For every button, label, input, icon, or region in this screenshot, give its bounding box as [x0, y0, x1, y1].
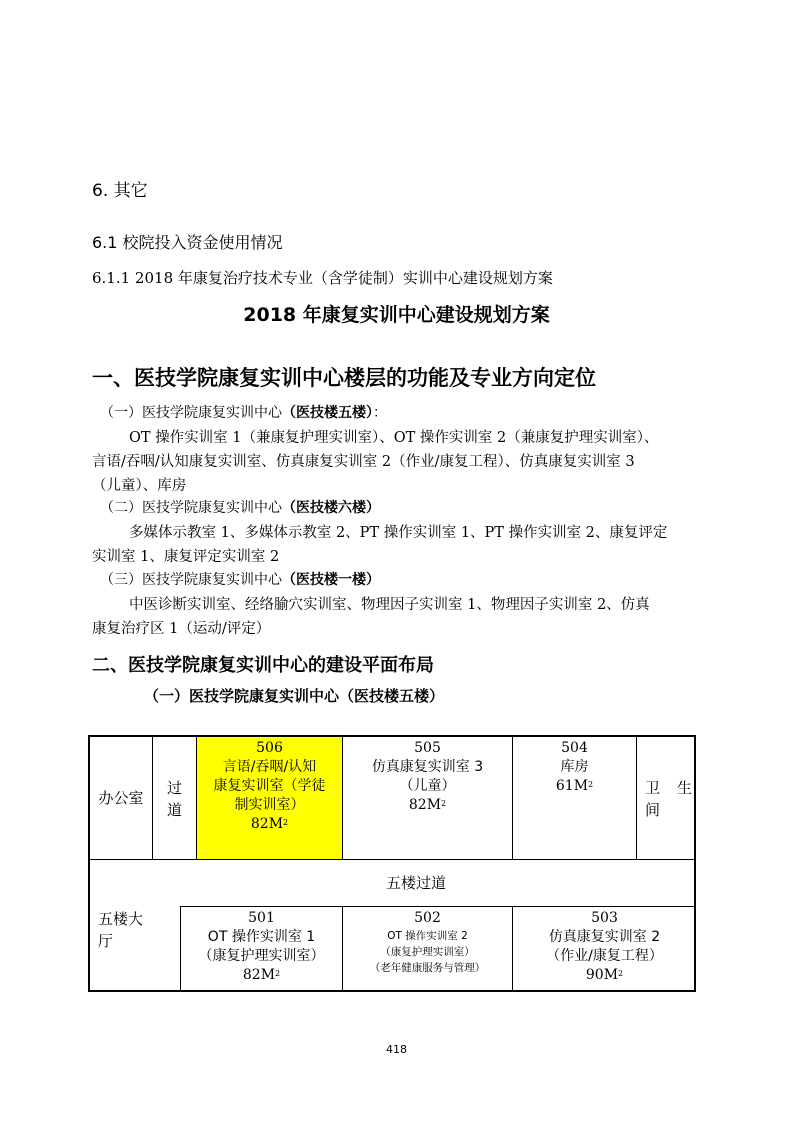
part1-item2-label [100, 497, 380, 517]
corridor-v-char: 道 [166, 801, 182, 819]
room-506-area [197, 815, 342, 834]
item3-label-text: （三）医技学院康复实训中心 [100, 572, 282, 588]
part1-heading: 一、医技学院康复实训中心楼层的功能及专业方向定位 [92, 366, 596, 390]
room-505-area [343, 796, 512, 815]
room-505-area-value: 82M [408, 797, 442, 813]
room-503-area-value: 90M [585, 967, 619, 983]
room-501-line: OT 操作实训室 1 [207, 929, 316, 945]
office-label: 办公室 [98, 788, 144, 807]
sq-superscript: 2 [618, 969, 624, 978]
room-502-line: OT 操作实训室 2 [387, 930, 468, 942]
sq-superscript: 2 [588, 780, 594, 789]
item1-line: 言语/吞咽/认知康复实训室、仿真康复实训室 2（作业/康复工程）、仿真康复实训室 3 [92, 454, 635, 470]
room-502-number: 502 [414, 910, 441, 926]
toilet-cell [636, 737, 696, 859]
item1-line: （儿童）、库房 [92, 478, 187, 494]
room-501-number: 501 [248, 910, 275, 926]
room-503-area [513, 966, 696, 985]
room-503-line: （作业/康复工程） [546, 948, 663, 964]
room-506-area-value: 82M [250, 816, 284, 832]
item1-label-text: （一）医技学院康复实训中心 [100, 405, 282, 421]
item1-label-bold: （医技楼五楼） [282, 405, 373, 421]
room-504-number: 504 [561, 740, 588, 756]
part1-item2-body [92, 521, 667, 569]
corridor-v-char: 过 [166, 779, 182, 797]
toilet-char: 卫 [645, 779, 661, 797]
part2-heading: 二、医技学院康复实训中心的建设平面布局 [92, 655, 434, 676]
part1-item1-body [92, 426, 659, 498]
toilet-char: 生 [677, 779, 693, 797]
hall-line: 五楼大 [98, 910, 144, 928]
room-505 [342, 737, 512, 859]
item1-label-tail: ： [373, 405, 387, 421]
sq-superscript: 2 [441, 799, 447, 808]
room-501 [180, 906, 342, 992]
room-506-number: 506 [256, 740, 283, 756]
item3-line: 中医诊断实训室、经络腧穴实训室、物理因子实训室 1、物理因子实训室 2、仿真 [129, 597, 650, 613]
room-503-number: 503 [591, 910, 618, 926]
sq-superscript: 2 [283, 818, 289, 827]
room-504 [512, 737, 636, 859]
room-503-line: 仿真康复实训室 2 [548, 929, 661, 945]
hall-line: 厅 [98, 932, 114, 950]
part1-item3-label [100, 569, 380, 589]
section-6-heading: 6. 其它 [92, 181, 148, 201]
room-504-line: 库房 [560, 759, 589, 775]
room-501-area [181, 966, 342, 985]
room-505-line: （儿童） [399, 778, 456, 794]
room-504-area [513, 777, 636, 796]
room-505-number: 505 [414, 740, 441, 756]
room-505-line: 仿真康复实训室 3 [371, 759, 484, 775]
floor-plan [88, 735, 696, 992]
page-number: 418 [386, 1043, 407, 1056]
item2-line: 实训室 1、康复评定实训室 2 [92, 549, 280, 565]
room-506-line: 制实训室） [234, 797, 305, 813]
room-502-line: （康复护理实训室） [380, 946, 475, 958]
room-506-line: 言语/吞咽/认知 [222, 759, 317, 775]
document-title: 2018 年康复实训中心建设规划方案 [243, 304, 550, 326]
room-506-line: 康复实训室（学徒 [213, 778, 326, 794]
toilet-char: 间 [645, 801, 661, 819]
room-502-line: （老年健康服务与管理） [369, 962, 486, 974]
item2-label-bold: （医技楼六楼） [282, 500, 380, 516]
part2-subheading: （一）医技学院康复实训中心（医技楼五楼） [144, 687, 445, 705]
room-504-area-value: 61M [555, 778, 589, 794]
section-6-1-heading: 6.1 校院投入资金使用情况 [92, 233, 283, 252]
room-501-line: （康复护理实训室） [198, 948, 325, 964]
corridor-horizontal [90, 859, 696, 906]
part1-item3-body [92, 593, 650, 641]
corridor-vertical [152, 737, 196, 859]
item2-line: 多媒体示教室 1、多媒体示教室 2、PT 操作实训室 1、PT 操作实训室 2、康复评定 [129, 525, 668, 541]
item2-label-text: （二）医技学院康复实训中心 [100, 500, 282, 516]
item3-line: 康复治疗区 1（运动/评定） [92, 621, 271, 637]
room-501-area-value: 82M [242, 967, 276, 983]
sq-superscript: 2 [275, 969, 281, 978]
room-502 [342, 906, 512, 992]
room-506 [196, 737, 342, 859]
item1-line: OT 操作实训室 1（兼康复护理实训室）、OT 操作实训室 2（兼康复护理实训室）、 [129, 430, 659, 446]
item3-label-bold: （医技楼一楼） [282, 572, 380, 588]
corridor-h-label: 五楼过道 [385, 874, 446, 892]
part1-item1-label [100, 402, 387, 422]
hall-cell [90, 906, 180, 992]
room-503 [512, 906, 696, 992]
office-cell [90, 737, 152, 859]
section-6-1-1-heading: 6.1.1 2018 年康复治疗技术专业（含学徒制）实训中心建设规划方案 [92, 269, 553, 287]
